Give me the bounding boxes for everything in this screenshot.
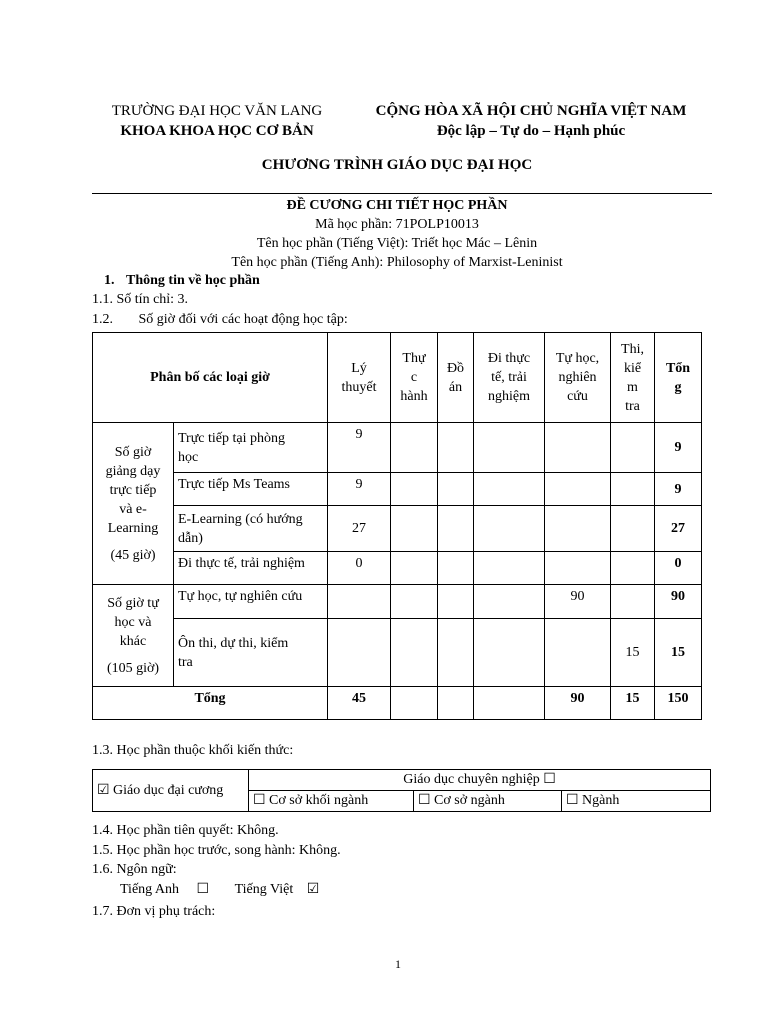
cell-project: [438, 619, 474, 687]
credits-line: 1.1. Số tín chỉ: 3.: [92, 292, 189, 307]
table-row: [93, 473, 702, 506]
cell-self-study: 90: [545, 585, 611, 619]
general-education-cell: ☑ Giáo dục đại cương: [93, 770, 249, 812]
cell-theory: [328, 585, 391, 619]
section1-number: 1.: [104, 273, 115, 288]
course-code: Mã học phần: 71POLP10013: [315, 217, 479, 232]
cell-practice: [391, 585, 438, 619]
sector-base-cell: ☐ Cơ sở khối ngành: [249, 791, 414, 812]
cell-exam: [611, 506, 655, 552]
total-practice: [391, 687, 438, 720]
cell-field-trip: [474, 506, 545, 552]
header-left: [92, 101, 342, 141]
prior-course-line: 1.5. Học phần học trước, song hành: Không.: [92, 843, 341, 858]
header-cell-distribution: Phân bố các loại giờ: [93, 333, 328, 423]
language-english-checkbox: ☐: [196, 882, 210, 897]
row-label: Ôn thi, dự thi, kiểm tra: [174, 619, 328, 687]
cell-practice: [391, 423, 438, 473]
header-cell-self-study: Tự học, nghiên cứu: [545, 333, 611, 423]
knowledge-table: [92, 769, 711, 812]
language-options: [120, 880, 319, 899]
university-name: TRƯỜNG ĐẠI HỌC VĂN LANG: [111, 103, 323, 119]
cell-project: [438, 585, 474, 619]
cell-exam: [611, 552, 655, 585]
cell-theory: 0: [328, 552, 391, 585]
cell-field-trip: [474, 473, 545, 506]
table-header-row: [93, 333, 702, 423]
cell-field-trip: [474, 552, 545, 585]
cell-total: 9: [655, 423, 702, 473]
cell-practice: [391, 552, 438, 585]
cell-project: [438, 473, 474, 506]
total-theory: 45: [328, 687, 391, 720]
row-label: Đi thực tế, trải nghiệm: [174, 552, 328, 585]
total-project: [438, 687, 474, 720]
hours-text: Số giờ đối với các hoạt động học tập:: [138, 312, 348, 327]
cell-project: [438, 423, 474, 473]
table-total-row: [93, 687, 702, 720]
cell-total: 0: [655, 552, 702, 585]
cell-exam: [611, 423, 655, 473]
course-name-vi: Tên học phần (Tiếng Việt): Triết học Mác – Lênin: [256, 236, 538, 251]
motto: Độc lập – Tự do – Hạnh phúc: [436, 123, 626, 139]
knowledge-block-line: 1.3. Học phần thuộc khối kiến thức:: [92, 743, 294, 758]
cell-total: 9: [655, 473, 702, 506]
language-vietnamese-checkbox: ☑: [306, 882, 320, 897]
page-number: 1: [395, 957, 401, 971]
hours-table: [92, 332, 702, 720]
prerequisite-line: 1.4. Học phần tiên quyết: Không.: [92, 823, 279, 838]
table-row: [93, 423, 702, 473]
cell-theory: 9: [328, 423, 391, 473]
unit-line: 1.7. Đơn vị phụ trách:: [92, 904, 216, 919]
cell-practice: [391, 619, 438, 687]
cell-practice: [391, 506, 438, 552]
cell-project: [438, 552, 474, 585]
cell-practice: [391, 473, 438, 506]
group-label-self-study: Số giờ tự học và khác (105 giờ): [93, 585, 174, 687]
header-right: [365, 101, 697, 141]
header-cell-field-trip: Đi thực tế, trải nghiệm: [474, 333, 545, 423]
cell-exam: 15: [611, 619, 655, 687]
course-info: [92, 196, 702, 272]
cell-theory: 27: [328, 506, 391, 552]
header-cell-total: Tổn g: [655, 333, 702, 423]
cell-total: 27: [655, 506, 702, 552]
cell-self-study: [545, 552, 611, 585]
cell-self-study: [545, 423, 611, 473]
cell-exam: [611, 473, 655, 506]
row-label: Trực tiếp tại phòng học: [174, 423, 328, 473]
total-self-study: 90: [545, 687, 611, 720]
header-cell-practice: Thự c hành: [391, 333, 438, 423]
language-english-label: Tiếng Anh: [120, 882, 180, 897]
cell-self-study: [545, 506, 611, 552]
cell-theory: [328, 619, 391, 687]
cell-total: 15: [655, 619, 702, 687]
total-field-trip: [474, 687, 545, 720]
cell-field-trip: [474, 585, 545, 619]
header-cell-exam: Thi, kiể m tra: [611, 333, 655, 423]
cell-self-study: [545, 473, 611, 506]
section1-title: Thông tin về học phần: [126, 273, 260, 288]
row-label: E-Learning (có hướng dẫn): [174, 506, 328, 552]
total-exam: 15: [611, 687, 655, 720]
cell-total: 90: [655, 585, 702, 619]
row-label: Trực tiếp Ms Teams: [174, 473, 328, 506]
major-base-cell: ☐ Cơ sở ngành: [414, 791, 562, 812]
doc-title: ĐỀ CƯƠNG CHI TIẾT HỌC PHẦN: [286, 198, 508, 213]
cell-field-trip: [474, 619, 545, 687]
group-label-direct: Số giờ giảng dạy trực tiếp và e- Learning (45 giờ): [93, 423, 174, 585]
country-name: CỘNG HÒA XÃ HỘI CHỦ NGHĨA VIỆT NAM: [375, 103, 687, 119]
program-title: CHƯƠNG TRÌNH GIÁO DỤC ĐẠI HỌC: [261, 157, 533, 173]
cell-project: [438, 506, 474, 552]
language-line: 1.6. Ngôn ngữ:: [92, 862, 177, 877]
faculty-name: KHOA KHOA HỌC CƠ BẢN: [120, 123, 314, 139]
course-name-en: Tên học phần (Tiếng Anh): Philosophy of Marxist-Leninist: [231, 255, 563, 270]
cell-self-study: [545, 619, 611, 687]
table-row: [93, 506, 702, 552]
total-sum: 150: [655, 687, 702, 720]
language-vietnamese-label: Tiếng Việt: [234, 882, 294, 897]
table-row: [93, 552, 702, 585]
total-label: Tổng: [93, 687, 328, 720]
cell-field-trip: [474, 423, 545, 473]
row-label: Tự học, tự nghiên cứu: [174, 585, 328, 619]
cell-theory: 9: [328, 473, 391, 506]
hours-number: 1.2.: [92, 312, 113, 327]
specialized-education-cell: Giáo dục chuyên nghiệp ☐: [249, 770, 711, 791]
cell-exam: [611, 585, 655, 619]
header-cell-project: Đồ án: [438, 333, 474, 423]
table-row: [93, 619, 702, 687]
hours-line: [92, 310, 348, 329]
table-row: [93, 585, 702, 619]
header-cell-theory: Lý thuyết: [328, 333, 391, 423]
header-divider: [92, 193, 712, 194]
knowledge-row: [93, 770, 711, 791]
section1-heading: [104, 271, 260, 290]
major-cell: ☐ Ngành: [562, 791, 711, 812]
